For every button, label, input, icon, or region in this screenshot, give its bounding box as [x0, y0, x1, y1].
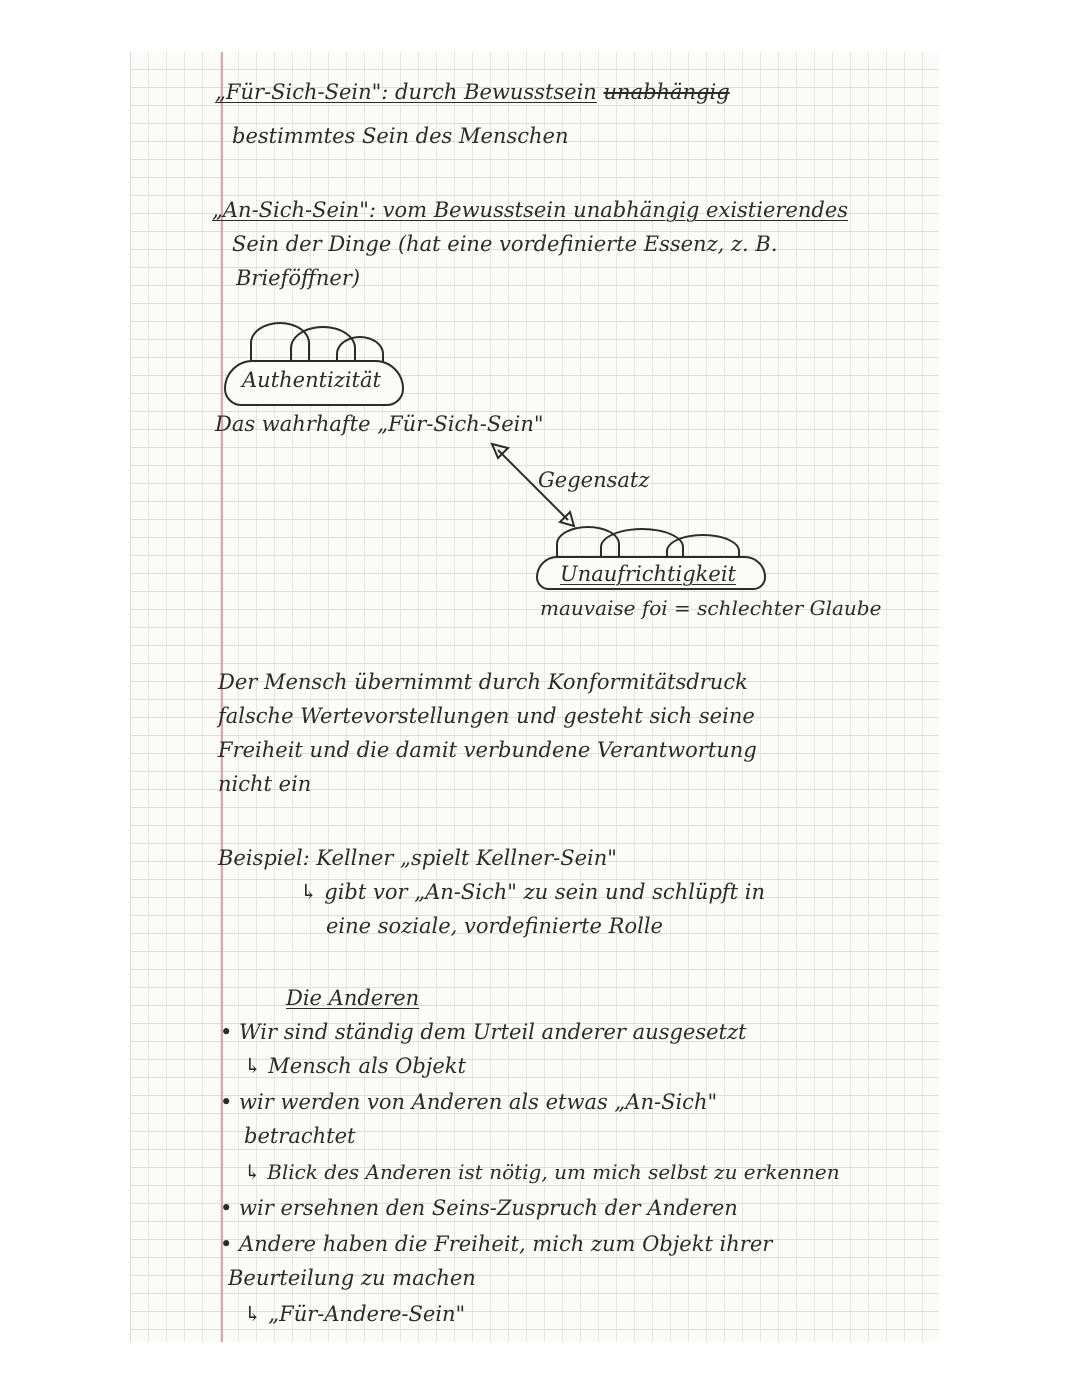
andere-point-1-sub: ↳ Mensch als Objekt: [244, 1054, 466, 1078]
fuer-sich-line-2: bestimmtes Sein des Menschen: [232, 124, 569, 148]
authentizitaet-description: Das wahrhafte „Für-Sich-Sein": [215, 412, 544, 436]
mauvaise-foi-text: mauvaise foi = schlechter Glaube: [540, 596, 882, 620]
mensch-line-2: falsche Wertevorstellungen und gesteht sich seine: [218, 704, 755, 728]
authentizitaet-label: Authentizität: [242, 368, 381, 392]
an-sich-line-3: Brieföffner): [236, 266, 361, 290]
margin-line: [221, 52, 223, 1342]
andere-point-4-cont: Beurteilung zu machen: [228, 1266, 476, 1290]
an-sich-line-1: „An-Sich-Sein": vom Bewusstsein unabhängig existierendes: [212, 198, 849, 222]
andere-point-1: • Wir sind ständig dem Urteil anderer ausgesetzt: [220, 1020, 747, 1044]
andere-point-2: • wir werden von Anderen als etwas „An-Sich": [220, 1090, 718, 1114]
authentizitaet-cloud: [224, 322, 404, 406]
beispiel-line-1: Beispiel: Kellner „spielt Kellner-Sein": [218, 846, 617, 870]
an-sich-line-2: Sein der Dinge (hat eine vordefinierte Essenz, z. B.: [232, 232, 778, 256]
struck-word: unabhängig: [603, 80, 730, 104]
die-anderen-heading: Die Anderen: [286, 986, 420, 1010]
andere-point-2-cont: betrachtet: [244, 1124, 356, 1148]
andere-point-2-sub: ↳ Blick des Anderen ist nötig, um mich selbst zu erkennen: [244, 1160, 840, 1184]
unaufrichtigkeit-label: Unaufrichtigkeit: [560, 562, 736, 586]
andere-point-4: • Andere haben die Freiheit, mich zum Objekt ihrer: [220, 1232, 773, 1256]
gegensatz-label: Gegensatz: [538, 468, 650, 492]
fuer-sich-text: „Für-Sich-Sein": durch Bewusstsein: [215, 80, 597, 104]
beispiel-line-2: ↳ gibt vor „An-Sich" zu sein und schlüpft in: [300, 880, 766, 904]
andere-point-4-sub: ↳ „Für-Andere-Sein": [244, 1302, 466, 1326]
mensch-line-1: Der Mensch übernimmt durch Konformitätsdruck: [218, 670, 748, 694]
beispiel-line-3: eine soziale, vordefinierte Rolle: [326, 914, 663, 938]
andere-point-3: • wir ersehnen den Seins-Zuspruch der Anderen: [220, 1196, 738, 1220]
mensch-line-3: Freiheit und die damit verbundene Verantwortung: [218, 738, 757, 762]
mensch-line-4: nicht ein: [218, 772, 312, 796]
fuer-sich-line-1: [215, 80, 730, 105]
